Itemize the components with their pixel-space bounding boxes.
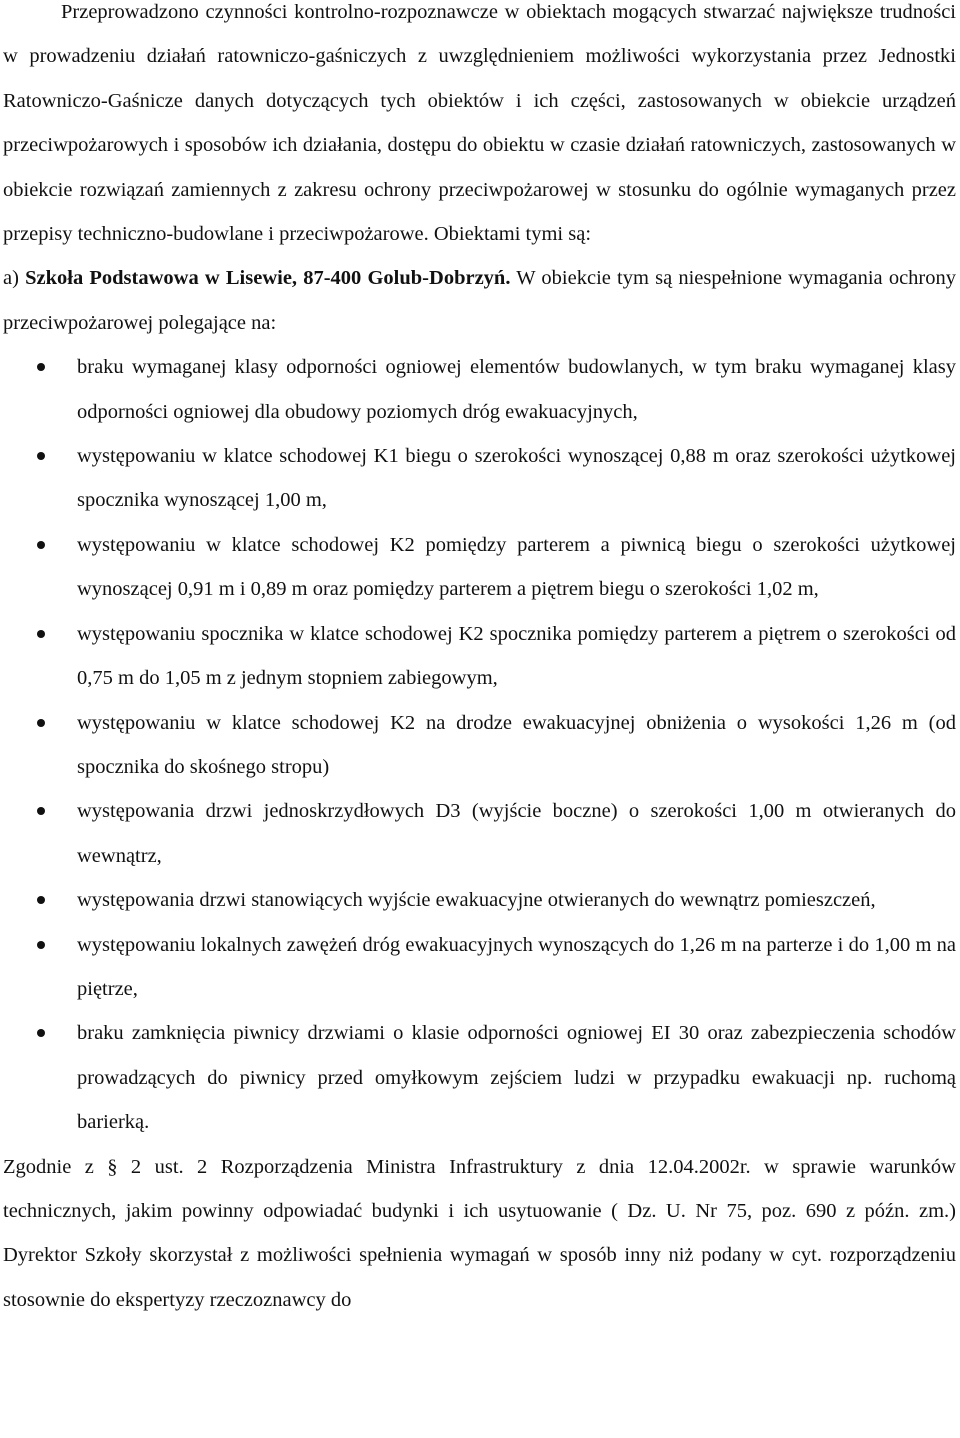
- bullet-icon: [37, 1029, 45, 1037]
- school-name: Szkoła Podstawowa w Lisewie, 87-400 Golub-Dobrzyń.: [25, 267, 511, 290]
- bullet-icon: [37, 807, 45, 815]
- list-item-text: występowaniu w klatce schodowej K2 na drodze ewakuacyjnej obniżenia o wysokości 1,26 m (od spocznika do skośnego stropu): [77, 711, 956, 778]
- intro-text: Przeprowadzono czynności kontrolno-rozpoznawcze w obiektach mogących stwarzać największe trudności w prowadzeniu działań ratowniczo-gaśniczych z uwzględnieniem możliwości wykorzystania przez Jednostki Ratowniczo-Gaśnicze danych dotyczących tych obiektów i ich części, zastosowanych w obiekcie urządzeń przeciwpożarowych i sposobów ich działania, dostępu do obiektu w czasie działań ratowniczych, zastosowanych w obiekcie rozwiązań zamiennych z zakresu ochrony przeciwpożarowej w stosunku do ogólnie wymaganych przez przepisy techniczno-budowlane i przeciwpożarowe. Obiektami tymi są:: [3, 1, 956, 246]
- list-item: [3, 923, 956, 1012]
- list-item-text: występowania drzwi stanowiących wyjście ewakuacyjne otwieranych do wewnątrz pomieszczeń,: [77, 889, 876, 912]
- list-item-text: braku wymaganej klasy odporności ogniowej elementów budowlanych, w tym braku wymaganej klasy odporności ogniowej dla obudowy poziomych dróg ewakuacyjnych,: [77, 356, 956, 423]
- list-item: [3, 345, 956, 434]
- closing-paragraph: Zgodnie z § 2 ust. 2 Rozporządzenia Ministra Infrastruktury z dnia 12.04.2002r. w sprawie warunków technicznych, jakim powinny odpowiadać budynki i ich usytuowanie ( Dz. U. Nr 75, poz. 690 z późn. zm.) Dyrektor Szkoły skorzystał z możliwości spełnienia wymagań w sposób inny niż podany w cyt. rozporządzeniu stosownie do ekspertyzy rzeczoznawcy do: [3, 1155, 956, 1311]
- intro-paragraph: [3, 0, 956, 345]
- list-item: [3, 434, 956, 523]
- list-item: [3, 523, 956, 612]
- list-marker-a: a): [3, 267, 26, 290]
- list-item-text: występowaniu w klatce schodowej K1 biegu o szerokości wynoszącej 0,88 m oraz szerokości użytkowej spocznika wynoszącej 1,00 m,: [77, 445, 956, 512]
- list-item: [3, 1011, 956, 1144]
- intro-text-continued: W obiekcie tym są niespełnione wymagania ochrony przeciwpożarowej polegające na:: [3, 267, 956, 334]
- bullet-icon: [37, 719, 45, 727]
- bullet-icon: [37, 896, 45, 904]
- list-item: [3, 612, 956, 701]
- bullet-icon: [37, 363, 45, 371]
- bullet-icon: [37, 941, 45, 949]
- list-item: [3, 701, 956, 790]
- list-item-text: występowania drzwi jednoskrzydłowych D3 (wyjście boczne) o szerokości 1,00 m otwieranych do wewnątrz,: [77, 800, 956, 867]
- bullet-icon: [37, 452, 45, 460]
- list-item-text: występowaniu w klatce schodowej K2 pomiędzy parterem a piwnicą biegu o szerokości użytkowej wynoszącej 0,91 m i 0,89 m oraz pomiędzy parterem a piętrem biegu o szerokości 1,02 m,: [77, 533, 956, 601]
- list-item: [3, 789, 956, 878]
- list-item-text: występowaniu lokalnych zawężeń dróg ewakuacyjnych wynoszących do 1,26 m na parterze i do 1,00 m na piętrze,: [77, 933, 956, 1000]
- list-item-text: braku zamknięcia piwnicy drzwiami o klasie odporności ogniowej EI 30 oraz zabezpieczenia schodów prowadzących do piwnicy przed omyłkowym zejściem ludzi w przypadku ewakuacji np. ruchomą barierką.: [77, 1022, 956, 1134]
- list-item: [3, 878, 956, 922]
- bullet-icon: [37, 630, 45, 638]
- list-item-text: występowaniu spocznika w klatce schodowej K2 spocznika pomiędzy parterem a piętrem o szerokości od 0,75 m do 1,05 m z jednym stopniem zabiegowym,: [77, 622, 956, 690]
- conditions-list: [3, 345, 956, 1144]
- bullet-icon: [37, 541, 45, 549]
